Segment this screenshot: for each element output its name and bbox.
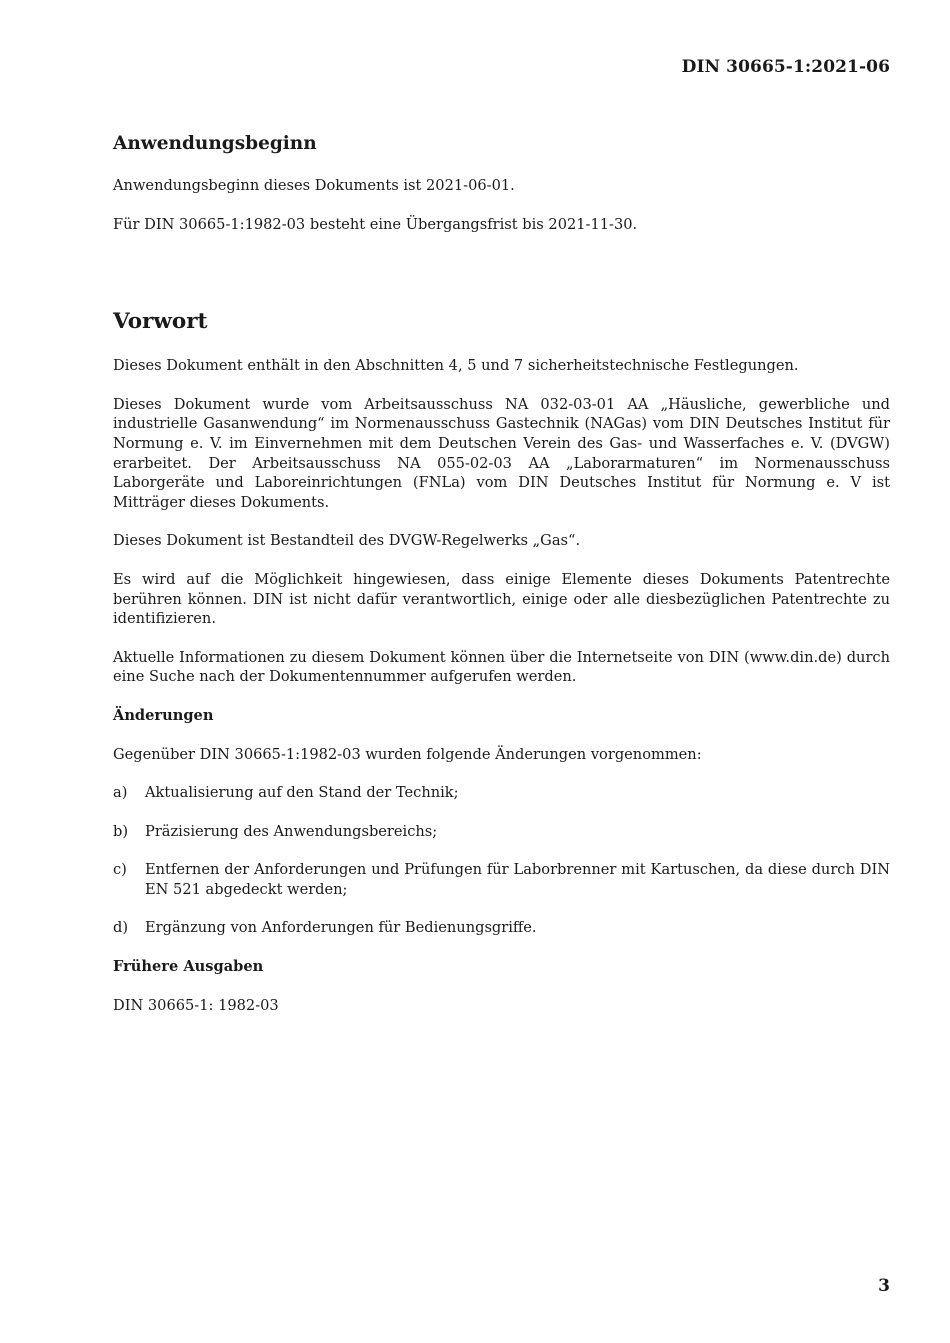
foreword-paragraph-2: Dieses Dokument wurde vom Arbeitsausschuss NA 032-03-01 AA „Häusliche, gewerbliche und industrielle Gasanwendung“ im Normenausschuss Gastechnik (NAGas) vom DIN Deutsches Institut für Normung e. V. im Einvernehmen mit dem Deutschen Verein des Gas- und Wasserfaches e. V. (DVGW) erarbeitet. Der Arbeitsausschuss NA 055-02-03 AA „Laborarmaturen“ im Normenausschuss Laborgeräte und Laboreinrichtungen (FNLa) vom DIN Deutsches Institut für Normung e. V ist Mitträger dieses Dokuments. <box>113 395 890 511</box>
application-heading: Anwendungsbeginn <box>113 133 317 154</box>
application-date-paragraph: Anwendungsbeginn dieses Dokuments ist 2021-06-01. <box>113 177 515 194</box>
changes-heading: Änderungen <box>113 706 214 724</box>
document-id: DIN 30665-1:2021-06 <box>681 57 890 77</box>
list-item-marker: c) <box>113 861 127 879</box>
list-item <box>113 860 890 899</box>
list-item <box>113 918 890 938</box>
page-number: 3 <box>878 1276 890 1296</box>
list-item-text: Präzisierung des Anwendungsbereichs; <box>145 822 438 840</box>
foreword-paragraph-1: Dieses Dokument enthält in den Abschnitten 4, 5 und 7 sicherheitstechnische Festlegungen. <box>113 357 799 375</box>
list-item-marker: b) <box>113 822 129 840</box>
list-item-marker: a) <box>113 784 128 802</box>
previous-editions-heading: Frühere Ausgaben <box>113 958 264 976</box>
changes-list <box>113 783 890 938</box>
list-item-text: Entfernen der Anforderungen und Prüfungen für Laborbrenner mit Kartuschen, da diese durch DIN EN 521 abgedeckt werden; <box>145 861 890 898</box>
changes-intro: Gegenüber DIN 30665-1:1982-03 wurden folgende Änderungen vorgenommen: <box>113 745 702 763</box>
foreword-paragraph-4: Es wird auf die Möglichkeit hingewiesen, dass einige Elemente dieses Dokuments Patentrechte berühren können. DIN ist nicht dafür verantwortlich, einige oder alle diesbezüglichen Patentrechte zu identifizieren. <box>113 570 890 628</box>
list-item-text: Aktualisierung auf den Stand der Technik; <box>145 784 459 802</box>
previous-editions-text: DIN 30665-1: 1982-03 <box>113 996 279 1014</box>
list-item <box>113 822 890 842</box>
list-item <box>113 783 890 803</box>
list-item-marker: d) <box>113 919 129 937</box>
page-content <box>113 132 890 1015</box>
foreword-paragraph-3: Dieses Dokument ist Bestandteil des DVGW-Regelwerks „Gas“. <box>113 532 581 550</box>
list-item-text: Ergänzung von Anforderungen für Bedienungsgriffe. <box>145 919 537 937</box>
foreword-heading: Vorwort <box>113 309 208 335</box>
transition-period-paragraph: Für DIN 30665-1:1982-03 besteht eine Übergangsfrist bis 2021-11-30. <box>113 215 638 233</box>
foreword-paragraph-5: Aktuelle Informationen zu diesem Dokument können über die Internetseite von DIN (www.din.de) durch eine Suche nach der Dokumentennummer aufgerufen werden. <box>113 648 890 686</box>
